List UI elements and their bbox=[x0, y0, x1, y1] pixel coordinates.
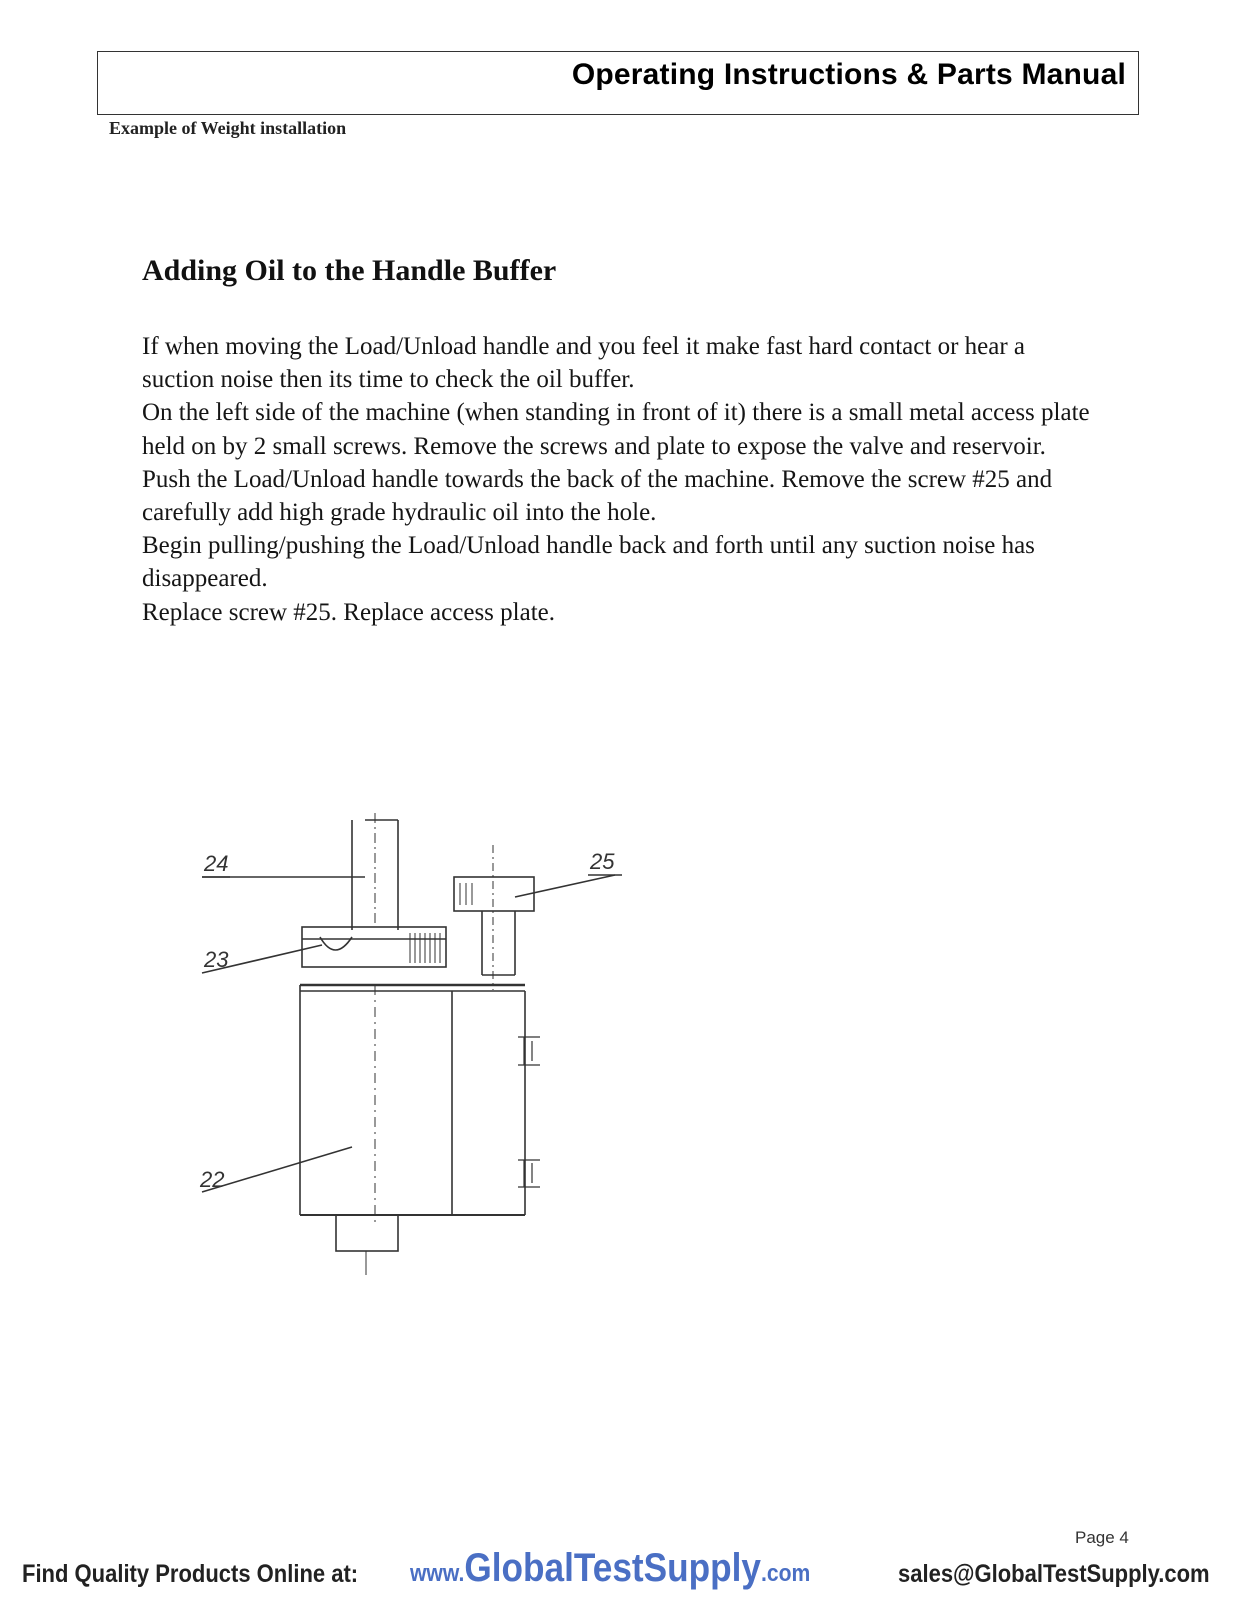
footer-tagline: Find Quality Products Online at: bbox=[22, 1560, 359, 1588]
leader-22 bbox=[202, 1147, 352, 1192]
label-25: 25 bbox=[590, 849, 615, 874]
side-fitting-lower bbox=[518, 1160, 540, 1187]
page-number: Page 4 bbox=[1075, 1528, 1129, 1547]
collar-knurl bbox=[410, 933, 440, 963]
figure-caption: Example of Weight installation bbox=[109, 118, 347, 138]
label-24: 24 bbox=[204, 851, 229, 876]
website-name: GlobalTestSupply bbox=[464, 1546, 761, 1590]
label-22: 22 bbox=[200, 1167, 225, 1192]
manual-title: Operating Instructions & Parts Manual bbox=[571, 58, 1126, 91]
collar bbox=[302, 927, 446, 967]
instruction-paragraph: If when moving the Load/Unload handle and you feel it make fast hard contact or hear a suction noise then its time to check the oil buffer. bbox=[142, 333, 1026, 394]
instruction-paragraph: On the left side of the machine (when standing in front of it) there is a small metal access plate held on by 2 small screws. Remove the screws and plate to expose the valve and reservoir. bbox=[142, 399, 1090, 460]
bottom-stub bbox=[336, 1215, 398, 1251]
website-suffix: .com bbox=[760, 1560, 811, 1587]
buffer-diagram bbox=[160, 805, 660, 1305]
leader-25 bbox=[515, 875, 615, 897]
instruction-paragraph: Replace screw #25. Replace access plate. bbox=[142, 598, 555, 626]
instruction-paragraph: Push the Load/Unload handle towards the back of the machine. Remove the screw #25 and carefully add high grade hydraulic oil into the hole. bbox=[142, 465, 1053, 527]
header-box bbox=[97, 51, 1139, 115]
website-prefix: www. bbox=[410, 1560, 465, 1587]
instruction-paragraph: Begin pulling/pushing the Load/Unload handle back and forth until any suction noise has disappeared. bbox=[142, 532, 1035, 593]
side-fitting-upper bbox=[518, 1037, 540, 1065]
section-title: Adding Oil to the Handle Buffer bbox=[142, 254, 557, 287]
footer-email-link[interactable]: sales@GlobalTestSupply.com bbox=[898, 1560, 1210, 1588]
instructions-body bbox=[142, 330, 1102, 629]
footer-website-link[interactable] bbox=[410, 1546, 810, 1591]
label-23: 23 bbox=[204, 947, 229, 972]
